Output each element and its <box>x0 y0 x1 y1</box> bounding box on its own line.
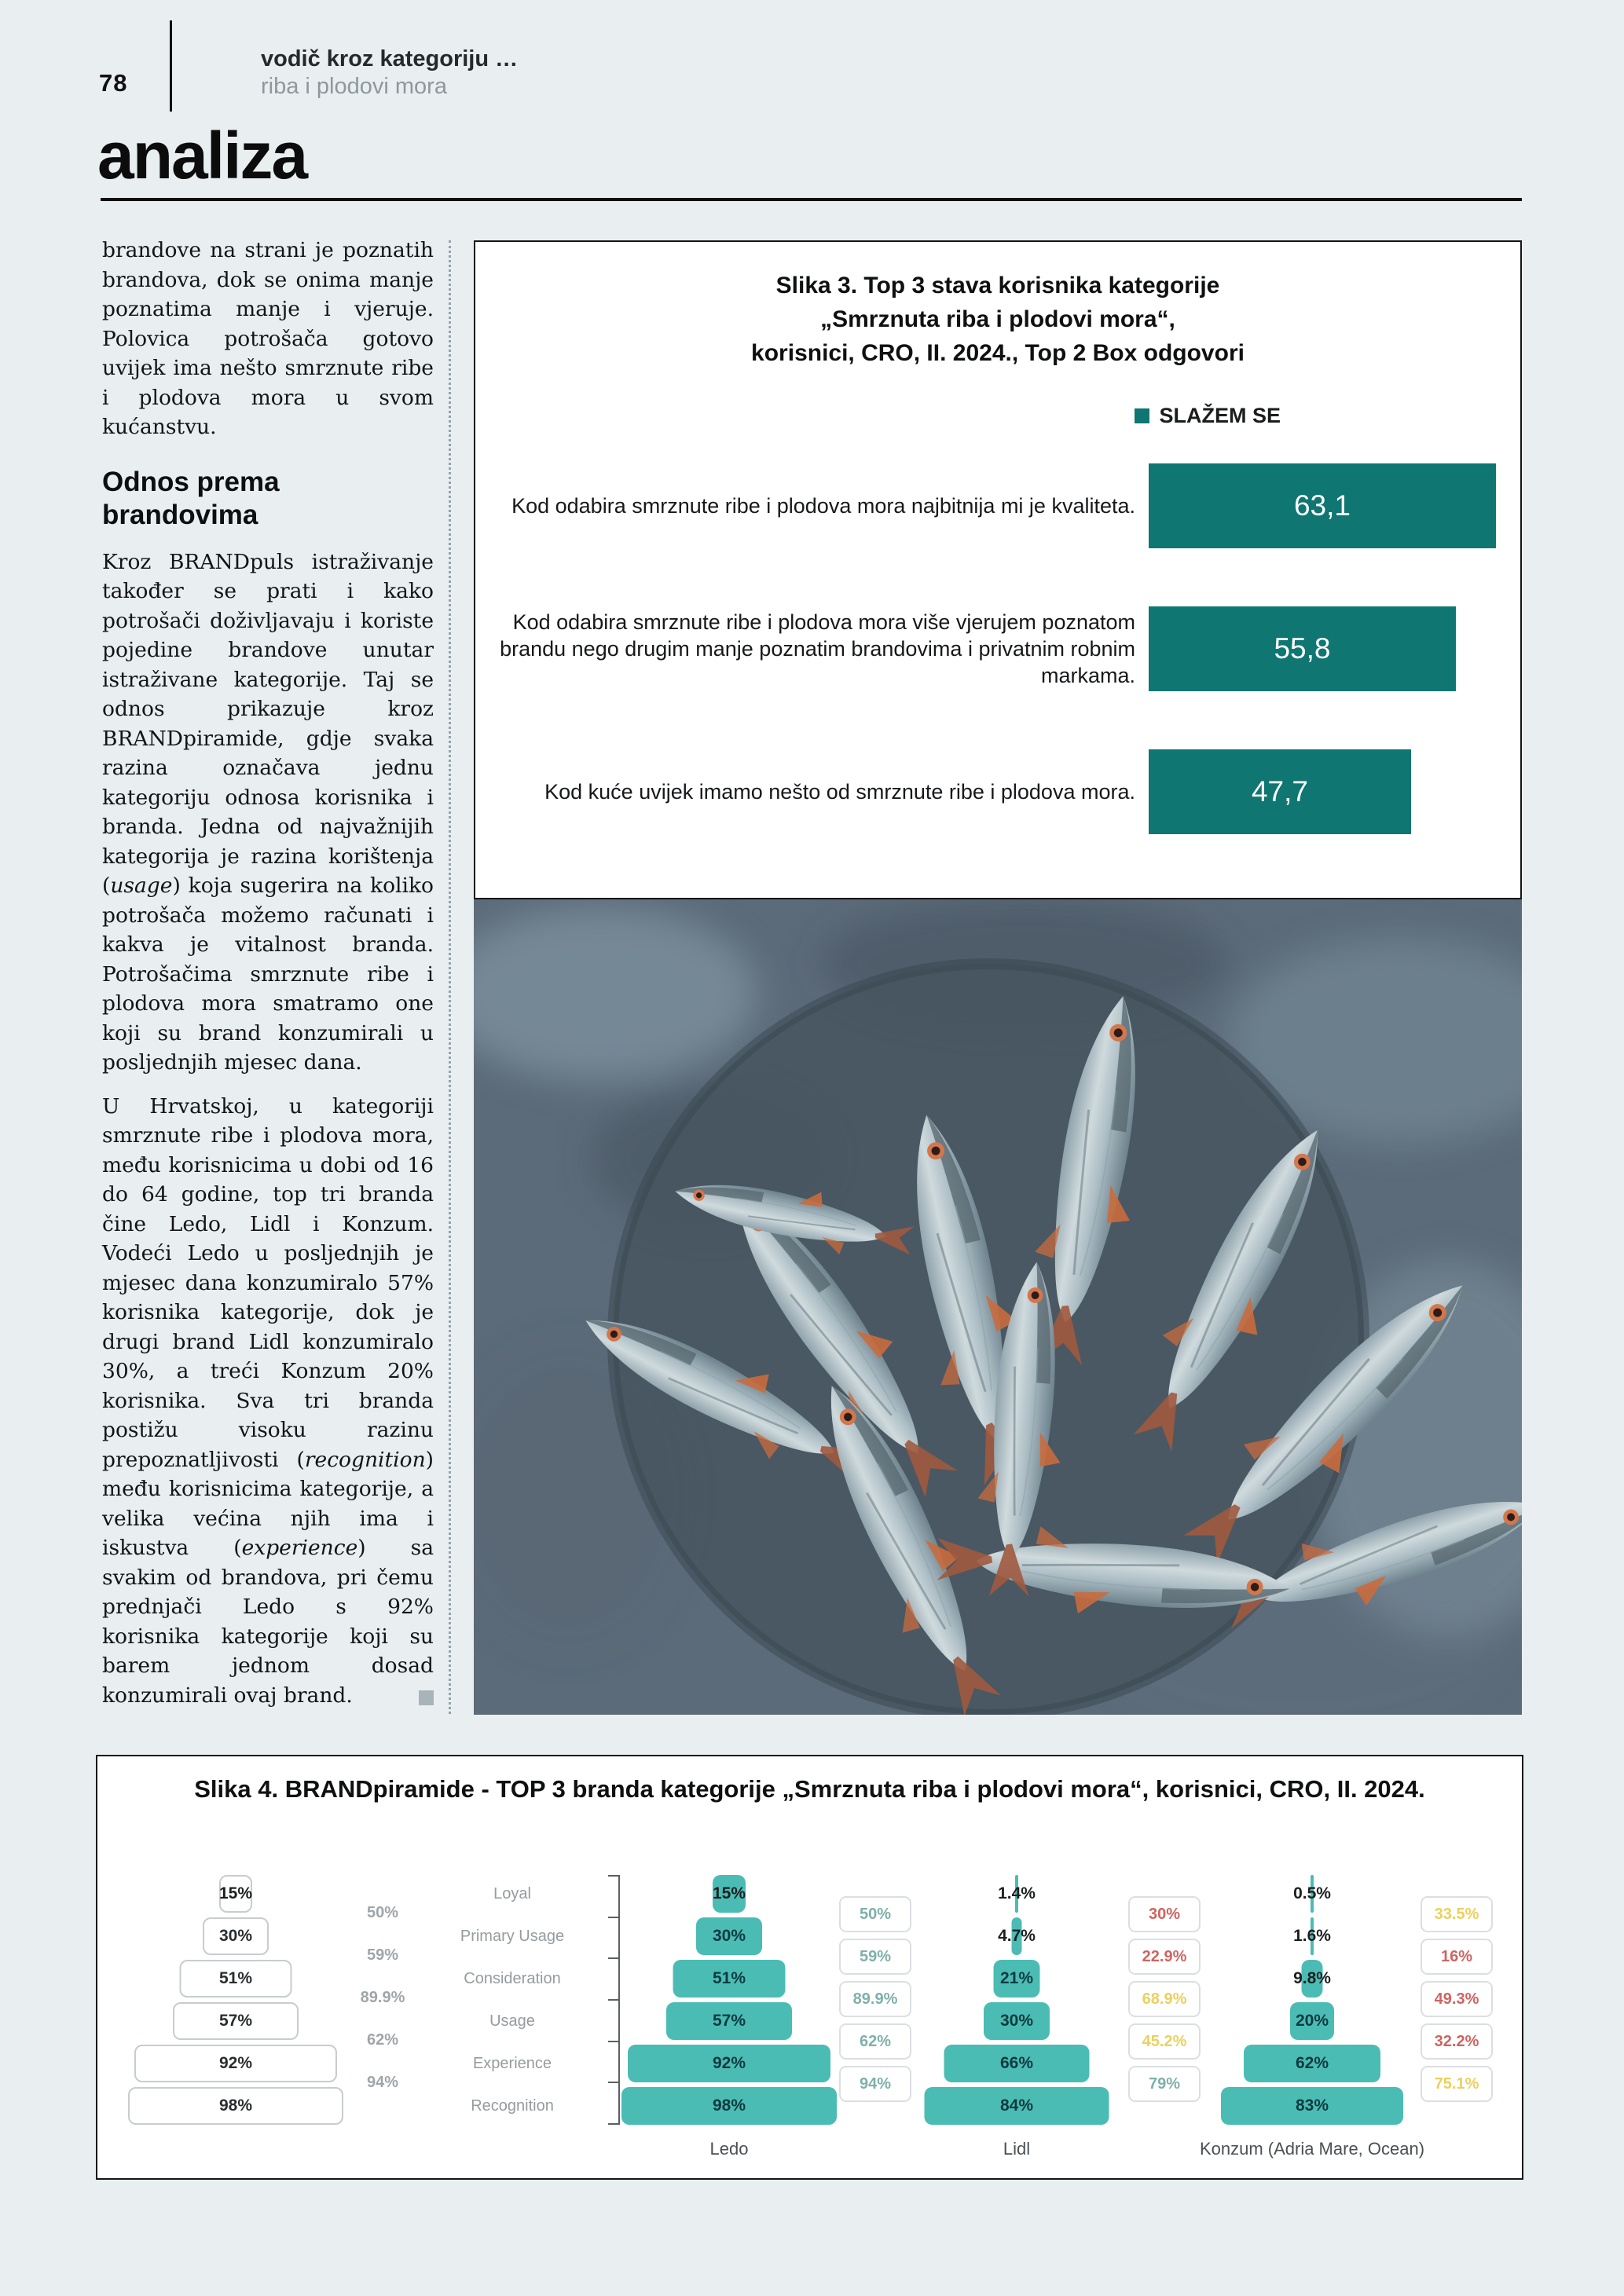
slika4-title: Slika 4. BRANDpiramide - TOP 3 branda kategorije „Smrznuta riba i plodovi mora“, korisnici, CRO, II. 2024. <box>194 1775 1425 1803</box>
pyramid-level <box>603 1960 855 1998</box>
article-intro: brandove na strani je poznatih brandova, dok se onima manje poznatima manje i vjeruje. Polovica potrošača gotovo uvijek ima nešto smrznute ribe i plodova mora u svom kućanstvu. <box>102 238 434 439</box>
article-heading: Odnos prema brandovima <box>102 466 280 530</box>
pyramid-level <box>891 2045 1142 2082</box>
pyramid-level-value: 15% <box>712 1884 746 1902</box>
conversion-rate-box: 89.9% <box>839 1981 911 2017</box>
slika3-title-line1: Slika 3. Top 3 stava korisnika kategorije <box>775 273 1220 298</box>
stage-label: Experience <box>472 2054 552 2072</box>
conversion-rate-box: 59% <box>839 1939 911 1975</box>
pyramid-level-value: 0.5% <box>1293 1884 1331 1902</box>
italic-term: experience <box>241 1536 358 1560</box>
bar-value-label: 47,7 <box>1251 775 1308 807</box>
text-run: Kroz BRANDpuls istraživanje također se prati i kako potrošači doživljavaju i koriste pojedine brandove unutar istraživane kategorije. Taj se odnos prikazuje kroz BRANDpiramide, gdje svaka razina označava jednu kategoriju odnosa korisnika i branda. Jedna od najvažnijih kategorija je razina korištenja ( <box>102 549 434 898</box>
conversion-rate-box: 22.9% <box>1128 1939 1201 1975</box>
pyramid-level <box>891 1875 1142 1913</box>
italic-term: usage <box>110 873 173 898</box>
legend-label: SLAŽEM SE <box>1159 404 1281 427</box>
stage-label: Usage <box>489 2012 535 2030</box>
pyramid-level <box>603 2002 855 2040</box>
stage-label: Consideration <box>464 1969 561 1987</box>
fish-photo <box>474 899 1522 1715</box>
bar-category-label: Kod kuće uvijek imamo nešto od smrznute ribe i plodova mora. <box>544 780 1135 804</box>
slika3-title <box>475 269 1520 370</box>
header-divider <box>170 20 172 112</box>
bar-category-label: Kod odabira smrznute ribe i plodova mora više vjerujem poznatom brandu nego drugim manje poznatim brandovima i privatnim robnim markama. <box>500 610 1135 687</box>
pyramid-level-value: 21% <box>999 1969 1034 1987</box>
brand-label: Lidl <box>1003 2139 1031 2159</box>
bar-value-label: 63,1 <box>1293 489 1351 522</box>
pyramid-level-value: 4.7% <box>998 1927 1036 1945</box>
bar-row <box>475 606 1520 691</box>
brand-label: Konzum (Adria Mare, Ocean) <box>1199 2139 1425 2159</box>
header-category-subtitle: riba i plodovi mora <box>261 74 447 99</box>
pyramid-level-value: 1.6% <box>1293 1927 1331 1945</box>
article-paragraph <box>102 547 434 1078</box>
pyramid-level <box>110 2002 361 2040</box>
pyramid-level-value: 84% <box>999 2096 1034 2115</box>
slika3-chart-panel <box>474 240 1522 899</box>
pyramid-level <box>603 1875 855 1913</box>
brand-pyramid-2 <box>891 1875 1142 2129</box>
pyramid-level <box>1186 2087 1438 2125</box>
pyramid-level-value: 98% <box>218 2096 253 2115</box>
text-run: U Hrvatskoj, u kategoriji smrznute ribe i plodova mora, među korisnicima u dobi od 16 do 64 godine, top tri branda čine Ledo, Lidl i Konzum. Vodeći Ledo u posljednjih je mjesec dana konzumiralo 57% korisnika kategorije, dok je drugi brand Lidl konzumiralo 30%, a treći Konzum 20% korisnika. Sva tri branda postižu visoku razinu prepoznatljivosti ( <box>102 1093 434 1472</box>
conversion-rate-box: 32.2% <box>1421 2023 1493 2060</box>
pyramid-level-value: 30% <box>999 2012 1034 2030</box>
bar <box>1149 463 1496 548</box>
pyramid-level-value: 9.8% <box>1293 1969 1331 1987</box>
pyramid-level-value: 51% <box>218 1969 253 1987</box>
brand-pyramid-3 <box>1186 1875 1438 2129</box>
pyramid-level-value: 30% <box>218 1927 253 1945</box>
pyramid-level-value: 62% <box>1295 2054 1329 2072</box>
conversion-rate-box: 50% <box>839 1896 911 1932</box>
pyramid-level <box>1186 1917 1438 1955</box>
category-conversion-rate: 89.9% <box>360 1989 405 2006</box>
pyramid-level-value: 92% <box>712 2054 746 2072</box>
column-separator <box>449 240 451 1714</box>
category-conversion-rate: 94% <box>366 2074 399 2091</box>
text-run: ) među korisnicima kategorije, a velika većina njih ima i iskustva ( <box>102 1447 434 1560</box>
header-category-title: vodič kroz kategoriju … <box>261 46 519 71</box>
bar-value-label: 55,8 <box>1274 632 1331 665</box>
conversion-rate-box: 62% <box>839 2023 911 2060</box>
page-title: analiza <box>97 119 307 192</box>
brand-pyramid-1 <box>603 1875 855 2129</box>
pyramid-level <box>891 2087 1142 2125</box>
pyramid-level <box>891 1917 1142 1955</box>
slika4-figure <box>97 1875 1522 2173</box>
brand-label: Ledo <box>709 2139 749 2159</box>
pyramid-level-value: 57% <box>712 2012 746 2030</box>
pyramid-level-value: 98% <box>712 2096 746 2115</box>
pyramid-level-value: 30% <box>712 1927 746 1945</box>
stage-label: Loyal <box>493 1884 531 1902</box>
bar-row <box>475 749 1520 834</box>
header-block <box>261 46 518 101</box>
pyramid-level-value: 1.4% <box>998 1884 1036 1902</box>
pyramid-level-value: 51% <box>712 1969 746 1987</box>
article-column <box>102 236 434 1724</box>
pyramid-level <box>110 1960 361 1998</box>
conversion-rate-box: 16% <box>1421 1939 1493 1975</box>
pyramid-level-value: 15% <box>218 1884 253 1902</box>
pyramid-level <box>603 2087 855 2125</box>
pyramid-level <box>1186 1875 1438 1913</box>
bar-category-label: Kod odabira smrznute ribe i plodova mora najbitnija mi je kvaliteta. <box>511 494 1135 518</box>
pyramid-level <box>603 1917 855 1955</box>
pyramid-level <box>1186 2045 1438 2082</box>
pyramid-level <box>891 2002 1142 2040</box>
conversion-rate-box: 45.2% <box>1128 2023 1201 2060</box>
article-body <box>102 547 434 1711</box>
conversion-rate-box: 30% <box>1128 1896 1201 1932</box>
bar <box>1149 749 1411 834</box>
text-run: ) koja sugerira na koliko potrošača možemo računati i kakva je vitalnost branda. Potrošačima smrznute ribe i plodova mora smatramo one koji su brand konzumirali u posljednjih mjesec dana. <box>102 873 434 1075</box>
page-number: 78 <box>99 69 128 97</box>
fish-photo-graphic <box>474 899 1522 1715</box>
pyramid-level-value: 20% <box>1295 2012 1329 2030</box>
conversion-rate-box: 33.5% <box>1421 1896 1493 1932</box>
conversion-rate-box: 68.9% <box>1128 1981 1201 2017</box>
bar <box>1149 606 1456 691</box>
italic-term: recognition <box>304 1447 426 1472</box>
category-pyramid <box>110 1875 361 2129</box>
stage-label: Primary Usage <box>460 1927 565 1945</box>
conversion-rate-box: 49.3% <box>1421 1981 1493 2017</box>
pyramid-level-value: 83% <box>1295 2096 1329 2115</box>
conversion-rate-box: 75.1% <box>1421 2066 1493 2102</box>
pyramid-level <box>891 1960 1142 1998</box>
bar-row <box>475 463 1520 548</box>
header-rule <box>101 198 1522 201</box>
category-conversion-rate: 50% <box>366 1904 399 1921</box>
conversion-rate-box: 79% <box>1128 2066 1201 2102</box>
article-end-mark <box>419 1690 434 1705</box>
conversion-rate-box: 94% <box>839 2066 911 2102</box>
pyramid-level-value: 57% <box>218 2012 253 2030</box>
pyramid-level <box>1186 2002 1438 2040</box>
stage-label: Recognition <box>471 2096 554 2115</box>
pyramid-level-value: 66% <box>999 2054 1034 2072</box>
slika3-title-line2: „Smrznuta riba i plodovi mora“, <box>820 306 1175 332</box>
category-conversion-rate: 62% <box>366 2031 399 2049</box>
article-paragraph <box>102 1092 434 1711</box>
slika3-legend <box>1135 404 1281 428</box>
pyramid-level-value: 92% <box>218 2054 253 2072</box>
slika4-chart-panel <box>96 1755 1523 2180</box>
pyramid-level <box>603 2045 855 2082</box>
pyramid-level <box>110 2045 361 2082</box>
text-run: ) sa svakim od brandova, pri čemu prednjači Ledo s 92% korisnika kategorije koji su barem jednom dosad konzumirali ovaj brand. <box>102 1536 434 1708</box>
pyramid-level <box>110 2087 361 2125</box>
category-conversion-rate: 59% <box>366 1946 399 1964</box>
pyramid-level <box>110 1917 361 1955</box>
pyramid-level <box>1186 1960 1438 1998</box>
slika3-title-line3: korisnici, CRO, II. 2024., Top 2 Box odgovori <box>751 340 1245 366</box>
legend-swatch-icon <box>1135 408 1149 423</box>
pyramid-level <box>110 1875 361 1913</box>
